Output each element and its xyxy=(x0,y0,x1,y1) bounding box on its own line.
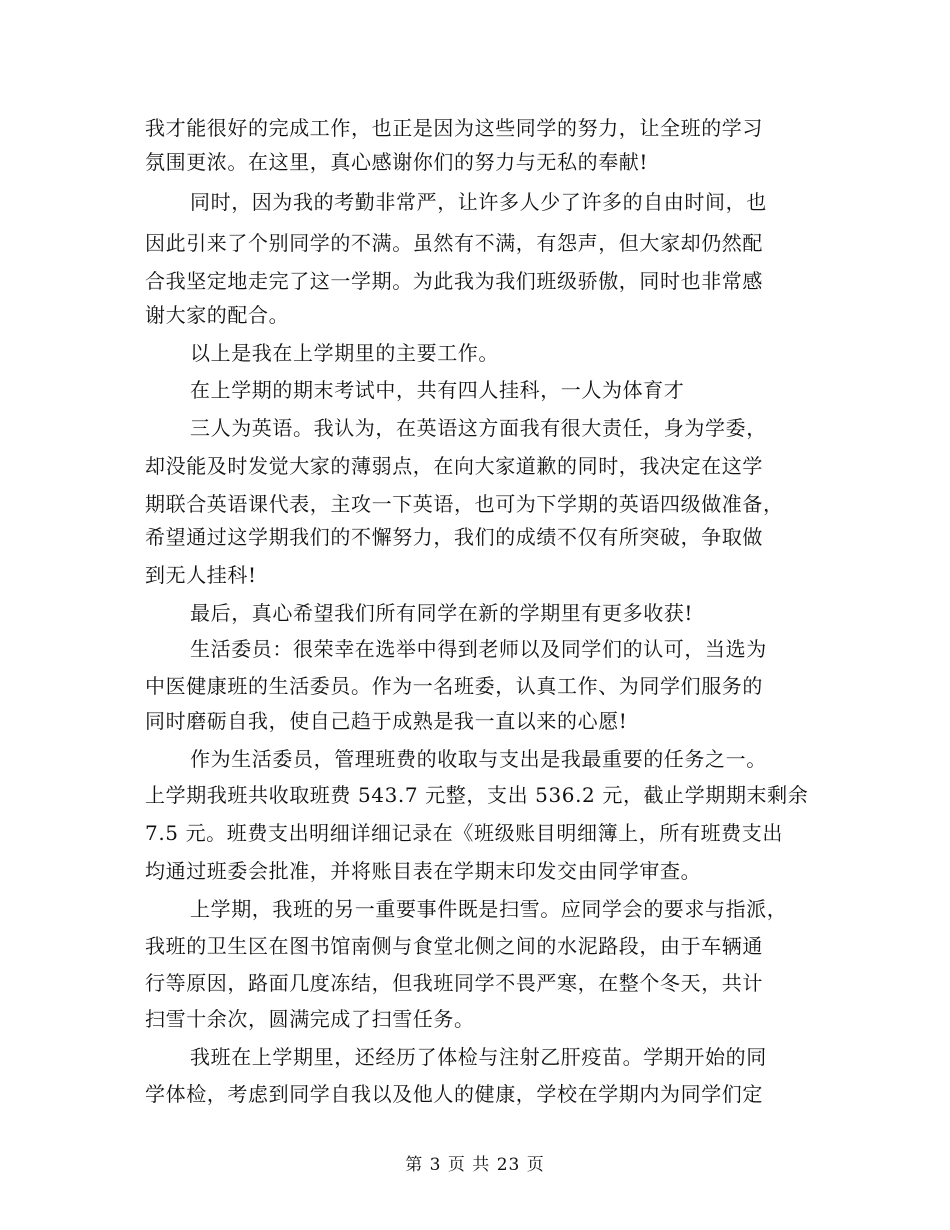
paragraph-line: 因此引来了个别同学的不满。虽然有不满，有怨声，但大家却仍然配 xyxy=(145,231,763,255)
paragraph-line: 同时磨砺自我，使自己趋于成熟是我一直以来的心愿! xyxy=(145,709,628,733)
paragraph-line: 中医健康班的生活委员。作为一名班委，认真工作、为同学们服务的 xyxy=(145,674,763,698)
paragraph-line: 7.5 元。班费支出明细详细记录在《班级账目明细簿上，所有班费支出 xyxy=(145,821,783,845)
paragraph-line: 均通过班委会批准，并将账目表在学期末印发交由同学审查。 xyxy=(145,859,702,883)
paragraph-line: 作为生活委员，管理班费的收取与支出是我最重要的任务之一。 xyxy=(190,747,767,771)
paragraph-line: 以上是我在上学期里的主要工作。 xyxy=(190,341,499,365)
page-number-footer: 第 3 页 共 23 页 xyxy=(405,1155,545,1175)
paragraph-line: 期联合英语课代表，主攻一下英语，也可为下学期的英语四级做准备， xyxy=(145,492,784,516)
paragraph-line: 同时，因为我的考勤非常严，让许多人少了许多的自由时间，也 xyxy=(190,190,767,214)
paragraph-line: 生活委员：很荣幸在选举中得到老师以及同学们的认可，当选为 xyxy=(190,637,767,661)
paragraph-line: 我才能很好的完成工作，也正是因为这些同学的努力，让全班的学习 xyxy=(145,116,763,140)
paragraph-line: 扫雪十余次，圆满完成了扫雪任务。 xyxy=(145,1007,475,1031)
paragraph-line: 行等原因，路面几度冻结，但我班同学不畏严寒，在整个冬天，共计 xyxy=(145,971,763,995)
paragraph-line: 上学期我班共收取班费 543.7 元整，支出 536.2 元，截止学期期末剩余 xyxy=(145,783,809,807)
paragraph-line: 却没能及时发觉大家的薄弱点，在向大家道歉的同时，我决定在这学 xyxy=(145,454,763,478)
paragraph-line: 合我坚定地走完了这一学期。为此我为我们班级骄傲，同时也非常感 xyxy=(145,269,763,293)
paragraph-line: 氛围更浓。在这里，真心感谢你们的努力与无私的奉献! xyxy=(145,150,649,174)
paragraph-line: 上学期，我班的另一重要事件既是扫雪。应同学会的要求与指派， xyxy=(190,897,788,921)
paragraph-line: 到无人挂科! xyxy=(145,563,257,587)
paragraph-line: 学体检，考虑到同学自我以及他人的健康，学校在学期内为同学们定 xyxy=(145,1082,763,1106)
paragraph-line: 谢大家的配合。 xyxy=(145,303,290,327)
paragraph-line: 我班的卫生区在图书馆南侧与食堂北侧之间的水泥路段，由于车辆通 xyxy=(145,934,763,958)
paragraph-line: 希望通过这学期我们的不懈努力，我们的成绩不仅有所突破，争取做 xyxy=(145,525,763,549)
paragraph-line: 我班在上学期里，还经历了体检与注射乙肝疫苗。学期开始的同 xyxy=(190,1045,767,1069)
paragraph-line: 最后，真心希望我们所有同学在新的学期里有更多收获! xyxy=(190,601,694,625)
paragraph-line: 在上学期的期末考试中，共有四人挂科，一人为体育才 xyxy=(190,378,685,402)
paragraph-line: 三人为英语。我认为，在英语这方面我有很大责任，身为学委， xyxy=(190,416,767,440)
